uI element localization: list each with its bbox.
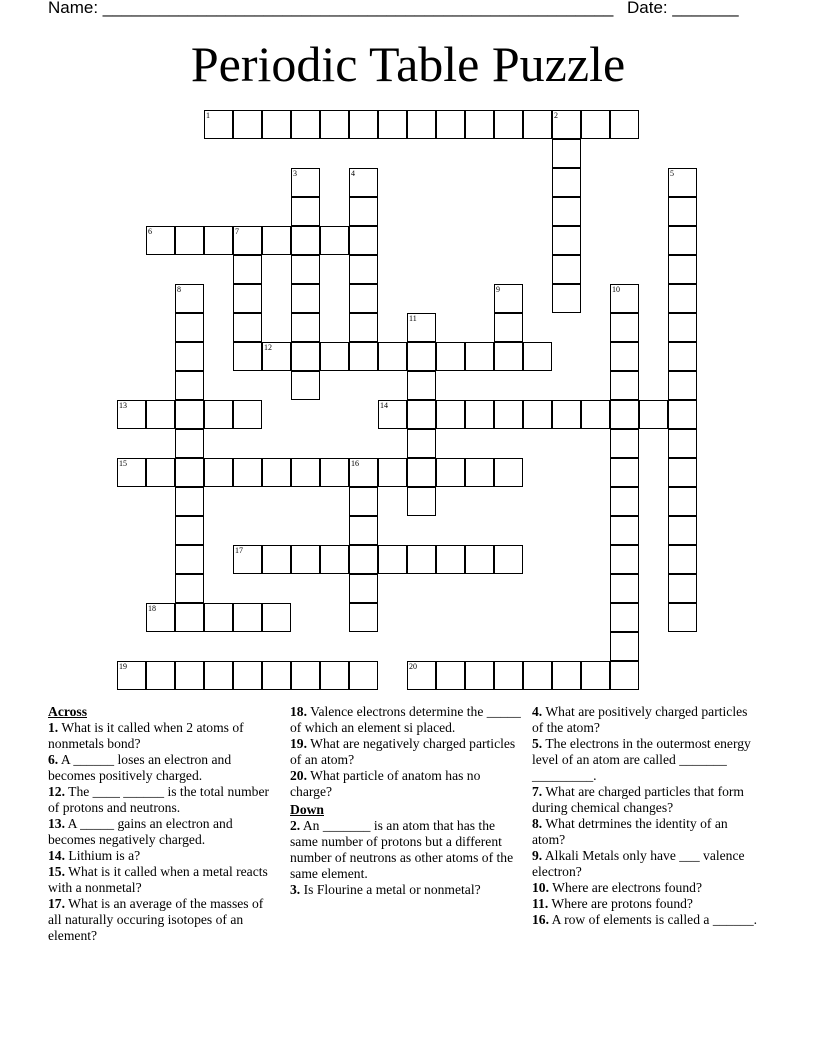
grid-cell[interactable] (117, 400, 146, 429)
grid-cell[interactable] (175, 516, 204, 545)
grid-cell[interactable] (465, 110, 494, 139)
grid-cell[interactable] (262, 110, 291, 139)
clue-item (532, 848, 760, 880)
grid-cell[interactable] (175, 661, 204, 690)
clue-item-number: 7. (532, 784, 543, 799)
grid-cell[interactable] (175, 603, 204, 632)
grid-cell[interactable] (349, 661, 378, 690)
grid-cell[interactable] (610, 632, 639, 661)
clue-item-text: What particle of anatom has no charge? (290, 768, 481, 799)
grid-cell[interactable] (552, 168, 581, 197)
clue-item-number: 4. (532, 704, 543, 719)
grid-cell[interactable] (291, 458, 320, 487)
grid-cell[interactable] (262, 458, 291, 487)
grid-cell[interactable] (610, 487, 639, 516)
grid-cell[interactable] (233, 255, 262, 284)
grid-cell[interactable] (552, 110, 581, 139)
clue-number: 11 (409, 314, 417, 323)
clue-number: 9 (496, 285, 500, 294)
grid-cell[interactable] (233, 226, 262, 255)
clue-number: 1 (206, 111, 210, 120)
grid-cell[interactable] (668, 603, 697, 632)
grid-cell[interactable] (349, 197, 378, 226)
clue-item-text: What are charged particles that form during chemical changes? (532, 784, 745, 815)
grid-cell[interactable] (349, 487, 378, 516)
clue-item-text: Valence electrons determine the _____ of which an element si placed. (290, 704, 521, 735)
down-clue-list-continued (532, 704, 760, 928)
grid-cell[interactable] (407, 371, 436, 400)
grid-cell[interactable] (204, 226, 233, 255)
grid-cell[interactable] (494, 661, 523, 690)
clue-item-number: 15. (48, 864, 65, 879)
grid-cell[interactable] (668, 313, 697, 342)
grid-cell[interactable] (610, 400, 639, 429)
clue-item-text: Where are protons found? (548, 896, 693, 911)
grid-cell[interactable] (233, 313, 262, 342)
clue-number: 8 (177, 285, 181, 294)
grid-cell[interactable] (552, 226, 581, 255)
grid-cell[interactable] (291, 284, 320, 313)
grid-cell[interactable] (610, 661, 639, 690)
grid-cell[interactable] (291, 168, 320, 197)
clue-item-number: 18. (290, 704, 307, 719)
grid-cell[interactable] (233, 110, 262, 139)
grid-cell[interactable] (291, 197, 320, 226)
grid-cell[interactable] (494, 458, 523, 487)
grid-cell[interactable] (262, 342, 291, 371)
grid-cell[interactable] (523, 661, 552, 690)
grid-cell[interactable] (349, 574, 378, 603)
clue-item-number: 8. (532, 816, 543, 831)
grid-cell[interactable] (320, 458, 349, 487)
clue-item-text: What are negatively charged particles of an atom? (290, 736, 516, 767)
grid-cell[interactable] (175, 545, 204, 574)
clue-item (290, 736, 522, 768)
across-heading: Across (48, 704, 88, 719)
grid-cell[interactable] (552, 255, 581, 284)
grid-cell[interactable] (378, 545, 407, 574)
clue-item (290, 882, 522, 898)
grid-cell[interactable] (233, 342, 262, 371)
clue-number: 10 (612, 285, 620, 294)
grid-cell[interactable] (175, 400, 204, 429)
clue-item (48, 816, 273, 848)
grid-cell[interactable] (668, 516, 697, 545)
clue-item (532, 704, 760, 736)
grid-cell[interactable] (175, 574, 204, 603)
grid-cell[interactable] (407, 429, 436, 458)
grid-cell[interactable] (175, 458, 204, 487)
clue-item (48, 848, 273, 864)
grid-cell[interactable] (378, 458, 407, 487)
grid-cell[interactable] (552, 139, 581, 168)
clue-item-number: 1. (48, 720, 59, 735)
grid-cell[interactable] (262, 603, 291, 632)
clue-item-number: 3. (290, 882, 301, 897)
grid-cell[interactable] (291, 342, 320, 371)
clue-item-text: A ______ loses an electron and becomes positively charged. (48, 752, 232, 783)
grid-cell[interactable] (204, 458, 233, 487)
grid-cell[interactable] (262, 226, 291, 255)
grid-cell[interactable] (146, 400, 175, 429)
grid-cell[interactable] (668, 545, 697, 574)
grid-cell[interactable] (349, 313, 378, 342)
grid-cell[interactable] (175, 371, 204, 400)
grid-cell[interactable] (407, 545, 436, 574)
grid-cell[interactable] (407, 342, 436, 371)
grid-cell[interactable] (262, 545, 291, 574)
clue-item (290, 704, 522, 736)
clue-item-number: 11. (532, 896, 549, 911)
grid-cell[interactable] (436, 342, 465, 371)
grid-cell[interactable] (320, 342, 349, 371)
clue-item (532, 912, 760, 928)
clue-item-number: 20. (290, 768, 307, 783)
grid-cell[interactable] (117, 458, 146, 487)
clue-number: 3 (293, 169, 297, 178)
clue-item-number: 19. (290, 736, 307, 751)
clue-item-number: 2. (290, 818, 301, 833)
clue-number: 4 (351, 169, 355, 178)
grid-cell[interactable] (262, 661, 291, 690)
clue-item-text: The ____ ______ is the total number of protons and neutrons. (48, 784, 270, 815)
grid-cell[interactable] (668, 429, 697, 458)
grid-cell[interactable] (436, 110, 465, 139)
clue-number: 19 (119, 662, 127, 671)
grid-cell[interactable] (291, 110, 320, 139)
grid-cell[interactable] (610, 458, 639, 487)
grid-cell[interactable] (349, 284, 378, 313)
clue-item-text: What is it called when a metal reacts with a nonmetal? (48, 864, 268, 895)
clue-item (290, 818, 522, 882)
clue-item-text: An _______ is an atom that has the same number of protons but a different number of neutrons as other atoms of the same element. (290, 818, 514, 881)
clue-item (48, 720, 273, 752)
grid-cell[interactable] (494, 400, 523, 429)
clue-item-number: 13. (48, 816, 65, 831)
grid-cell[interactable] (668, 400, 697, 429)
grid-cell[interactable] (436, 545, 465, 574)
grid-cell[interactable] (436, 400, 465, 429)
grid-cell[interactable] (349, 168, 378, 197)
grid-cell[interactable] (581, 661, 610, 690)
grid-cell[interactable] (610, 545, 639, 574)
grid-cell[interactable] (668, 458, 697, 487)
grid-cell[interactable] (552, 284, 581, 313)
grid-cell[interactable] (552, 197, 581, 226)
grid-cell[interactable] (610, 603, 639, 632)
clue-item-number: 16. (532, 912, 549, 927)
grid-cell[interactable] (610, 574, 639, 603)
clue-item (532, 880, 760, 896)
grid-cell[interactable] (552, 400, 581, 429)
clue-item-text: A row of elements is called a ______. (549, 912, 758, 927)
grid-cell[interactable] (523, 400, 552, 429)
grid-cell[interactable] (436, 661, 465, 690)
clue-item-number: 14. (48, 848, 65, 863)
clue-number: 17 (235, 546, 243, 555)
grid-cell[interactable] (146, 661, 175, 690)
grid-cell[interactable] (668, 371, 697, 400)
grid-cell[interactable] (233, 400, 262, 429)
date-line[interactable]: Date: _______ (627, 0, 739, 17)
grid-cell[interactable] (668, 255, 697, 284)
grid-cell[interactable] (610, 284, 639, 313)
grid-cell[interactable] (175, 487, 204, 516)
grid-cell[interactable] (291, 661, 320, 690)
clue-item-number: 17. (48, 896, 65, 911)
grid-cell[interactable] (291, 226, 320, 255)
grid-cell[interactable] (349, 342, 378, 371)
grid-cell[interactable] (349, 255, 378, 284)
clue-item (532, 816, 760, 848)
clue-number: 7 (235, 227, 239, 236)
clue-item (532, 784, 760, 816)
clue-item (48, 784, 273, 816)
clue-column-2 (290, 702, 522, 898)
grid-cell[interactable] (465, 400, 494, 429)
grid-cell[interactable] (552, 661, 581, 690)
grid-cell[interactable] (668, 197, 697, 226)
clue-item (532, 896, 760, 912)
grid-cell[interactable] (291, 255, 320, 284)
clue-column-1 (48, 702, 273, 944)
grid-cell[interactable] (668, 168, 697, 197)
clue-number: 13 (119, 401, 127, 410)
name-line[interactable]: Name: ______________________________________________________ (48, 0, 614, 17)
grid-cell[interactable] (233, 545, 262, 574)
across-clue-list (48, 720, 273, 944)
grid-cell[interactable] (465, 342, 494, 371)
grid-cell[interactable] (668, 487, 697, 516)
clue-item-text: Where are electrons found? (549, 880, 702, 895)
grid-cell[interactable] (668, 574, 697, 603)
grid-cell[interactable] (146, 458, 175, 487)
clue-item (532, 736, 760, 784)
grid-cell[interactable] (494, 342, 523, 371)
grid-cell[interactable] (494, 545, 523, 574)
grid-cell[interactable] (349, 110, 378, 139)
grid-cell[interactable] (523, 342, 552, 371)
clue-item-text: What is an average of the masses of all naturally occuring isotopes of an element? (48, 896, 264, 943)
grid-cell[interactable] (581, 110, 610, 139)
clue-number: 6 (148, 227, 152, 236)
clue-number: 14 (380, 401, 388, 410)
grid-cell[interactable] (204, 110, 233, 139)
clue-item-number: 6. (48, 752, 59, 767)
grid-cell[interactable] (436, 458, 465, 487)
grid-cell[interactable] (175, 342, 204, 371)
grid-cell[interactable] (610, 342, 639, 371)
grid-cell[interactable] (407, 400, 436, 429)
grid-cell[interactable] (291, 371, 320, 400)
grid-cell[interactable] (407, 487, 436, 516)
grid-cell[interactable] (407, 458, 436, 487)
grid-cell[interactable] (349, 545, 378, 574)
clue-item-text: Is Flourine a metal or nonmetal? (300, 882, 481, 897)
grid-cell[interactable] (175, 313, 204, 342)
grid-cell[interactable] (233, 661, 262, 690)
clue-number: 5 (670, 169, 674, 178)
grid-cell[interactable] (639, 400, 668, 429)
grid-cell[interactable] (610, 313, 639, 342)
clue-item-number: 12. (48, 784, 65, 799)
clue-item-text: Alkali Metals only have ___ valence electron? (532, 848, 745, 879)
grid-cell[interactable] (494, 284, 523, 313)
down-clue-list (290, 818, 522, 898)
grid-cell[interactable] (668, 284, 697, 313)
grid-cell[interactable] (204, 400, 233, 429)
grid-cell[interactable] (610, 429, 639, 458)
grid-cell[interactable] (175, 429, 204, 458)
clue-item-text: Lithium is a? (65, 848, 141, 863)
grid-cell[interactable] (668, 342, 697, 371)
grid-cell[interactable] (175, 226, 204, 255)
grid-cell[interactable] (146, 226, 175, 255)
grid-cell[interactable] (465, 545, 494, 574)
grid-cell[interactable] (610, 110, 639, 139)
grid-cell[interactable] (465, 661, 494, 690)
clue-item-text: The electrons in the outermost energy level of an atom are called _______ _________. (532, 736, 751, 783)
clue-item-text: What detrmines the identity of an atom? (532, 816, 728, 847)
clue-item-number: 10. (532, 880, 549, 895)
clue-number: 12 (264, 343, 272, 352)
grid-cell[interactable] (668, 226, 697, 255)
clue-item-text: What are positively charged particles of the atom? (532, 704, 748, 735)
page-title: Periodic Table Puzzle (190, 36, 626, 92)
grid-cell[interactable] (320, 226, 349, 255)
grid-cell[interactable] (204, 661, 233, 690)
clue-item-text: What is it called when 2 atoms of nonmetals bond? (48, 720, 244, 751)
grid-cell[interactable] (378, 400, 407, 429)
grid-cell[interactable] (204, 603, 233, 632)
grid-cell[interactable] (610, 516, 639, 545)
clue-item-number: 9. (532, 848, 543, 863)
clue-item (48, 896, 273, 944)
grid-cell[interactable] (407, 661, 436, 690)
clue-number: 2 (554, 111, 558, 120)
grid-cell[interactable] (349, 458, 378, 487)
grid-cell[interactable] (494, 313, 523, 342)
grid-cell[interactable] (117, 661, 146, 690)
grid-cell[interactable] (494, 110, 523, 139)
grid-cell[interactable] (407, 313, 436, 342)
clue-number: 16 (351, 459, 359, 468)
grid-cell[interactable] (581, 400, 610, 429)
grid-cell[interactable] (378, 342, 407, 371)
grid-cell[interactable] (233, 284, 262, 313)
grid-cell[interactable] (349, 603, 378, 632)
clue-number: 18 (148, 604, 156, 613)
grid-cell[interactable] (320, 545, 349, 574)
across-clue-list-continued (290, 704, 522, 800)
clue-item-number: 5. (532, 736, 543, 751)
clue-number: 20 (409, 662, 417, 671)
grid-cell[interactable] (320, 661, 349, 690)
grid-cell[interactable] (146, 603, 175, 632)
grid-cell[interactable] (349, 516, 378, 545)
grid-cell[interactable] (378, 110, 407, 139)
grid-cell[interactable] (291, 545, 320, 574)
grid-cell[interactable] (233, 458, 262, 487)
clue-item (48, 752, 273, 784)
grid-cell[interactable] (610, 371, 639, 400)
grid-cell[interactable] (320, 110, 349, 139)
grid-cell[interactable] (291, 313, 320, 342)
grid-cell[interactable] (175, 284, 204, 313)
grid-cell[interactable] (233, 603, 262, 632)
grid-cell[interactable] (349, 226, 378, 255)
down-heading: Down (290, 802, 324, 817)
clue-item (290, 768, 522, 800)
clue-column-3 (532, 702, 760, 928)
grid-cell[interactable] (523, 110, 552, 139)
grid-cell[interactable] (465, 458, 494, 487)
clue-item-text: A _____ gains an electron and becomes negatively charged. (48, 816, 233, 847)
clue-item (48, 864, 273, 896)
clue-number: 15 (119, 459, 127, 468)
grid-cell[interactable] (407, 110, 436, 139)
